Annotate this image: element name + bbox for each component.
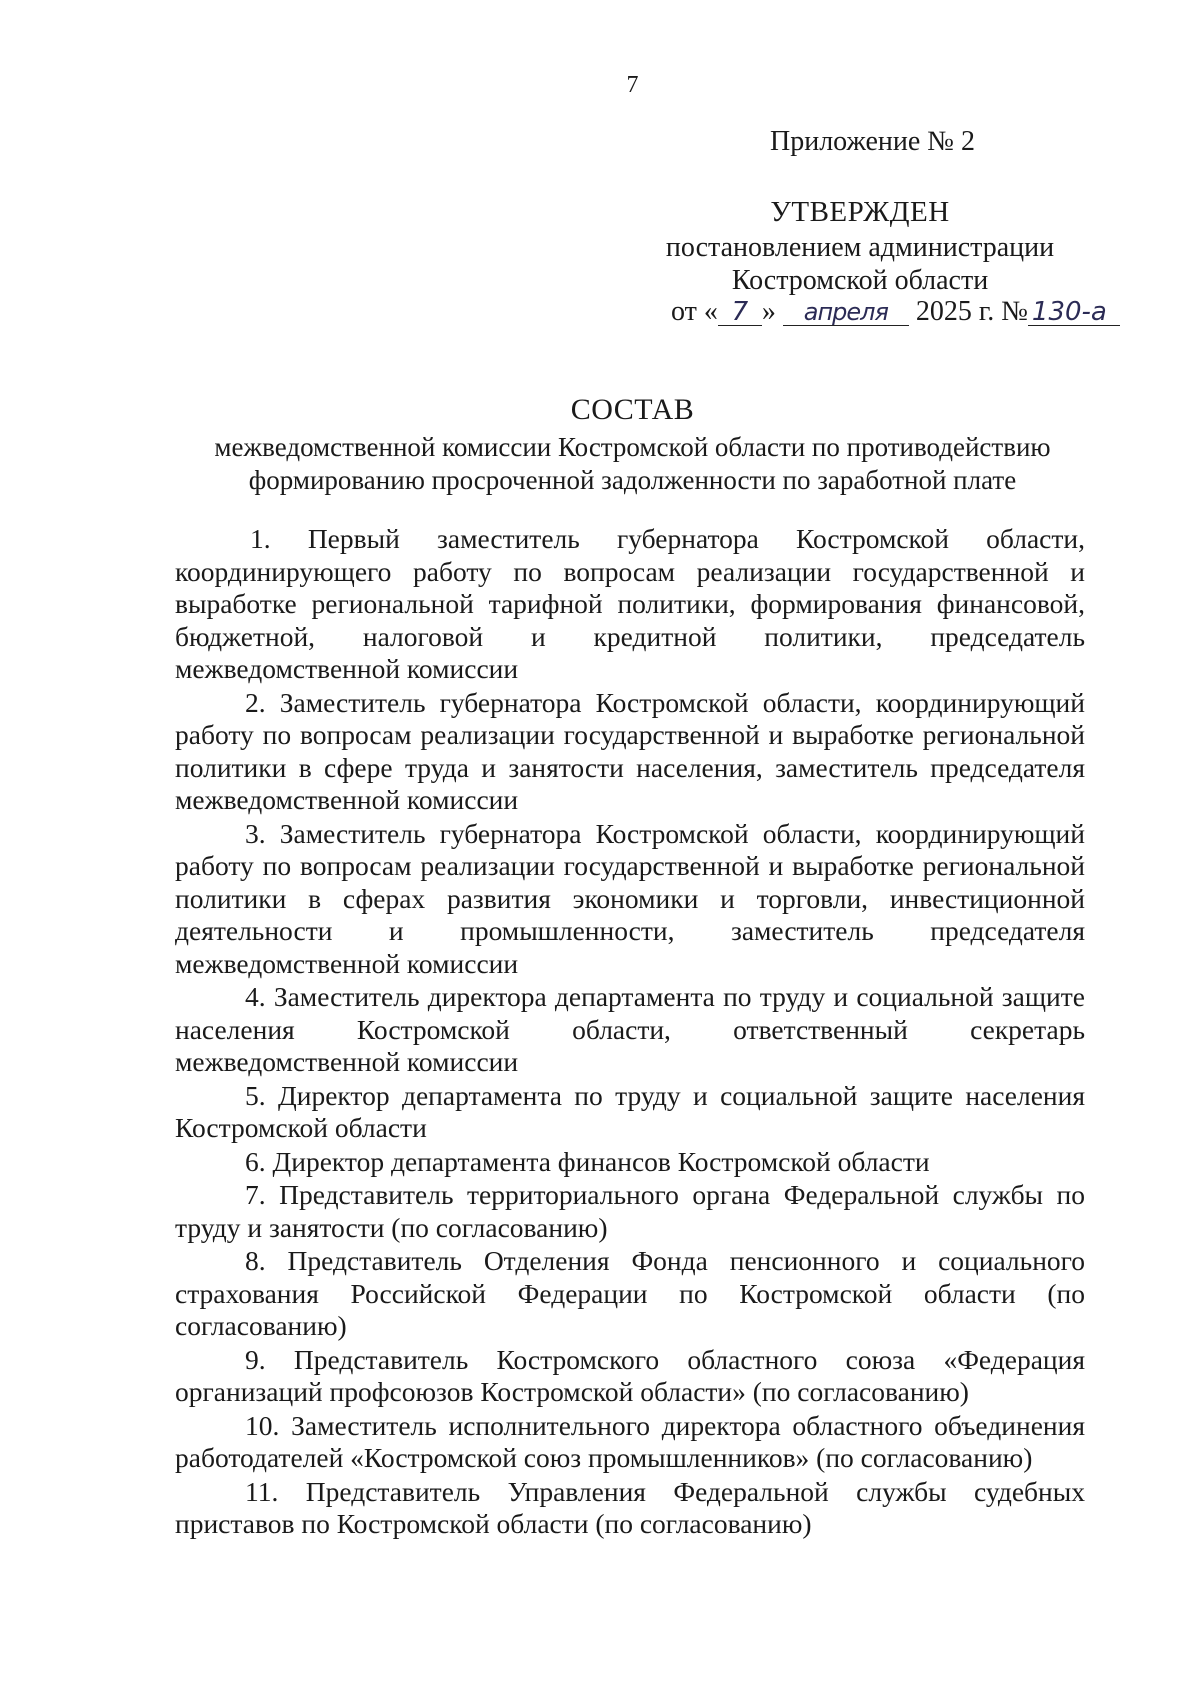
approval-line-2: Костромской области [731,265,989,296]
date-prefix: от « [671,296,718,327]
document-subtitle: межведомственной комиссии Костромской области по противодействию формированию просроченной задолженности по заработной плате [214,432,1051,495]
list-item: 3. Заместитель губернатора Костромской области, координирующий работу по вопросам реализации государственной и выработке региональной политики в сферах развития экономики и торговли, инвестиционной деятельности и промышленности, заместитель председателя межведомственной комиссии [175,817,1085,979]
approval-heading: УТВЕРЖДЕН [770,196,950,228]
list-item: 10. Заместитель исполнительного директора областного объединения работодателей «Костромской союз промышленников» (по согласованию) [175,1409,1085,1473]
approval-block [640,196,1080,297]
members-list [175,523,1085,1542]
list-item: 8. Представитель Отделения Фонда пенсионного и социального страхования Российской Федерации по Костромской области (по согласованию) [175,1245,1085,1341]
list-item: 6. Директор департамента финансов Костромской области [245,1145,930,1177]
list-item: 5. Директор департамента по труду и социальной защите населения Костромской области [175,1079,1085,1143]
list-item: 9. Представитель Костромского областного союза «Федерация организаций профсоюзов Костромской области» (по согласованию) [175,1343,1085,1407]
list-item: 4. Заместитель директора департамента по труду и социальной защите населения Костромской области, ответственный секретарь межведомственной комиссии [175,981,1085,1077]
page-number: 7 [626,72,639,98]
date-year: 2025 г. № [915,296,1028,327]
handwritten-month: апреля [783,299,909,326]
list-item: 1. Первый заместитель губернатора Костромской области, координирующего работу по вопросам реализации государственной и выработке региональной тарифной политики, формирования финансовой, бюджетной, налоговой и кредитной политики, председатель межведомственной комиссии [175,523,1085,684]
list-item: 11. Представитель Управления Федеральной службы судебных приставов по Костромской области (по согласованию) [175,1475,1085,1539]
list-item: 7. Представитель территориального органа Федеральной службы по труду и занятости (по согласованию) [175,1179,1085,1243]
handwritten-number: 130-а [1028,299,1120,326]
approval-line-1: постановлением администрации [665,232,1055,263]
date-mid: » [761,296,776,327]
document-title: СОСТАВ [570,393,695,426]
list-item: 2. Заместитель губернатора Костромской области, координирующий работу по вопросам реализации государственной и выработке региональной политики в сфере труда и занятости населения, заместитель председателя межведомственной комиссии [175,686,1085,815]
approval-date-line [671,296,1120,328]
handwritten-day: 7 [718,299,762,326]
appendix-label: Приложение № 2 [770,126,975,157]
